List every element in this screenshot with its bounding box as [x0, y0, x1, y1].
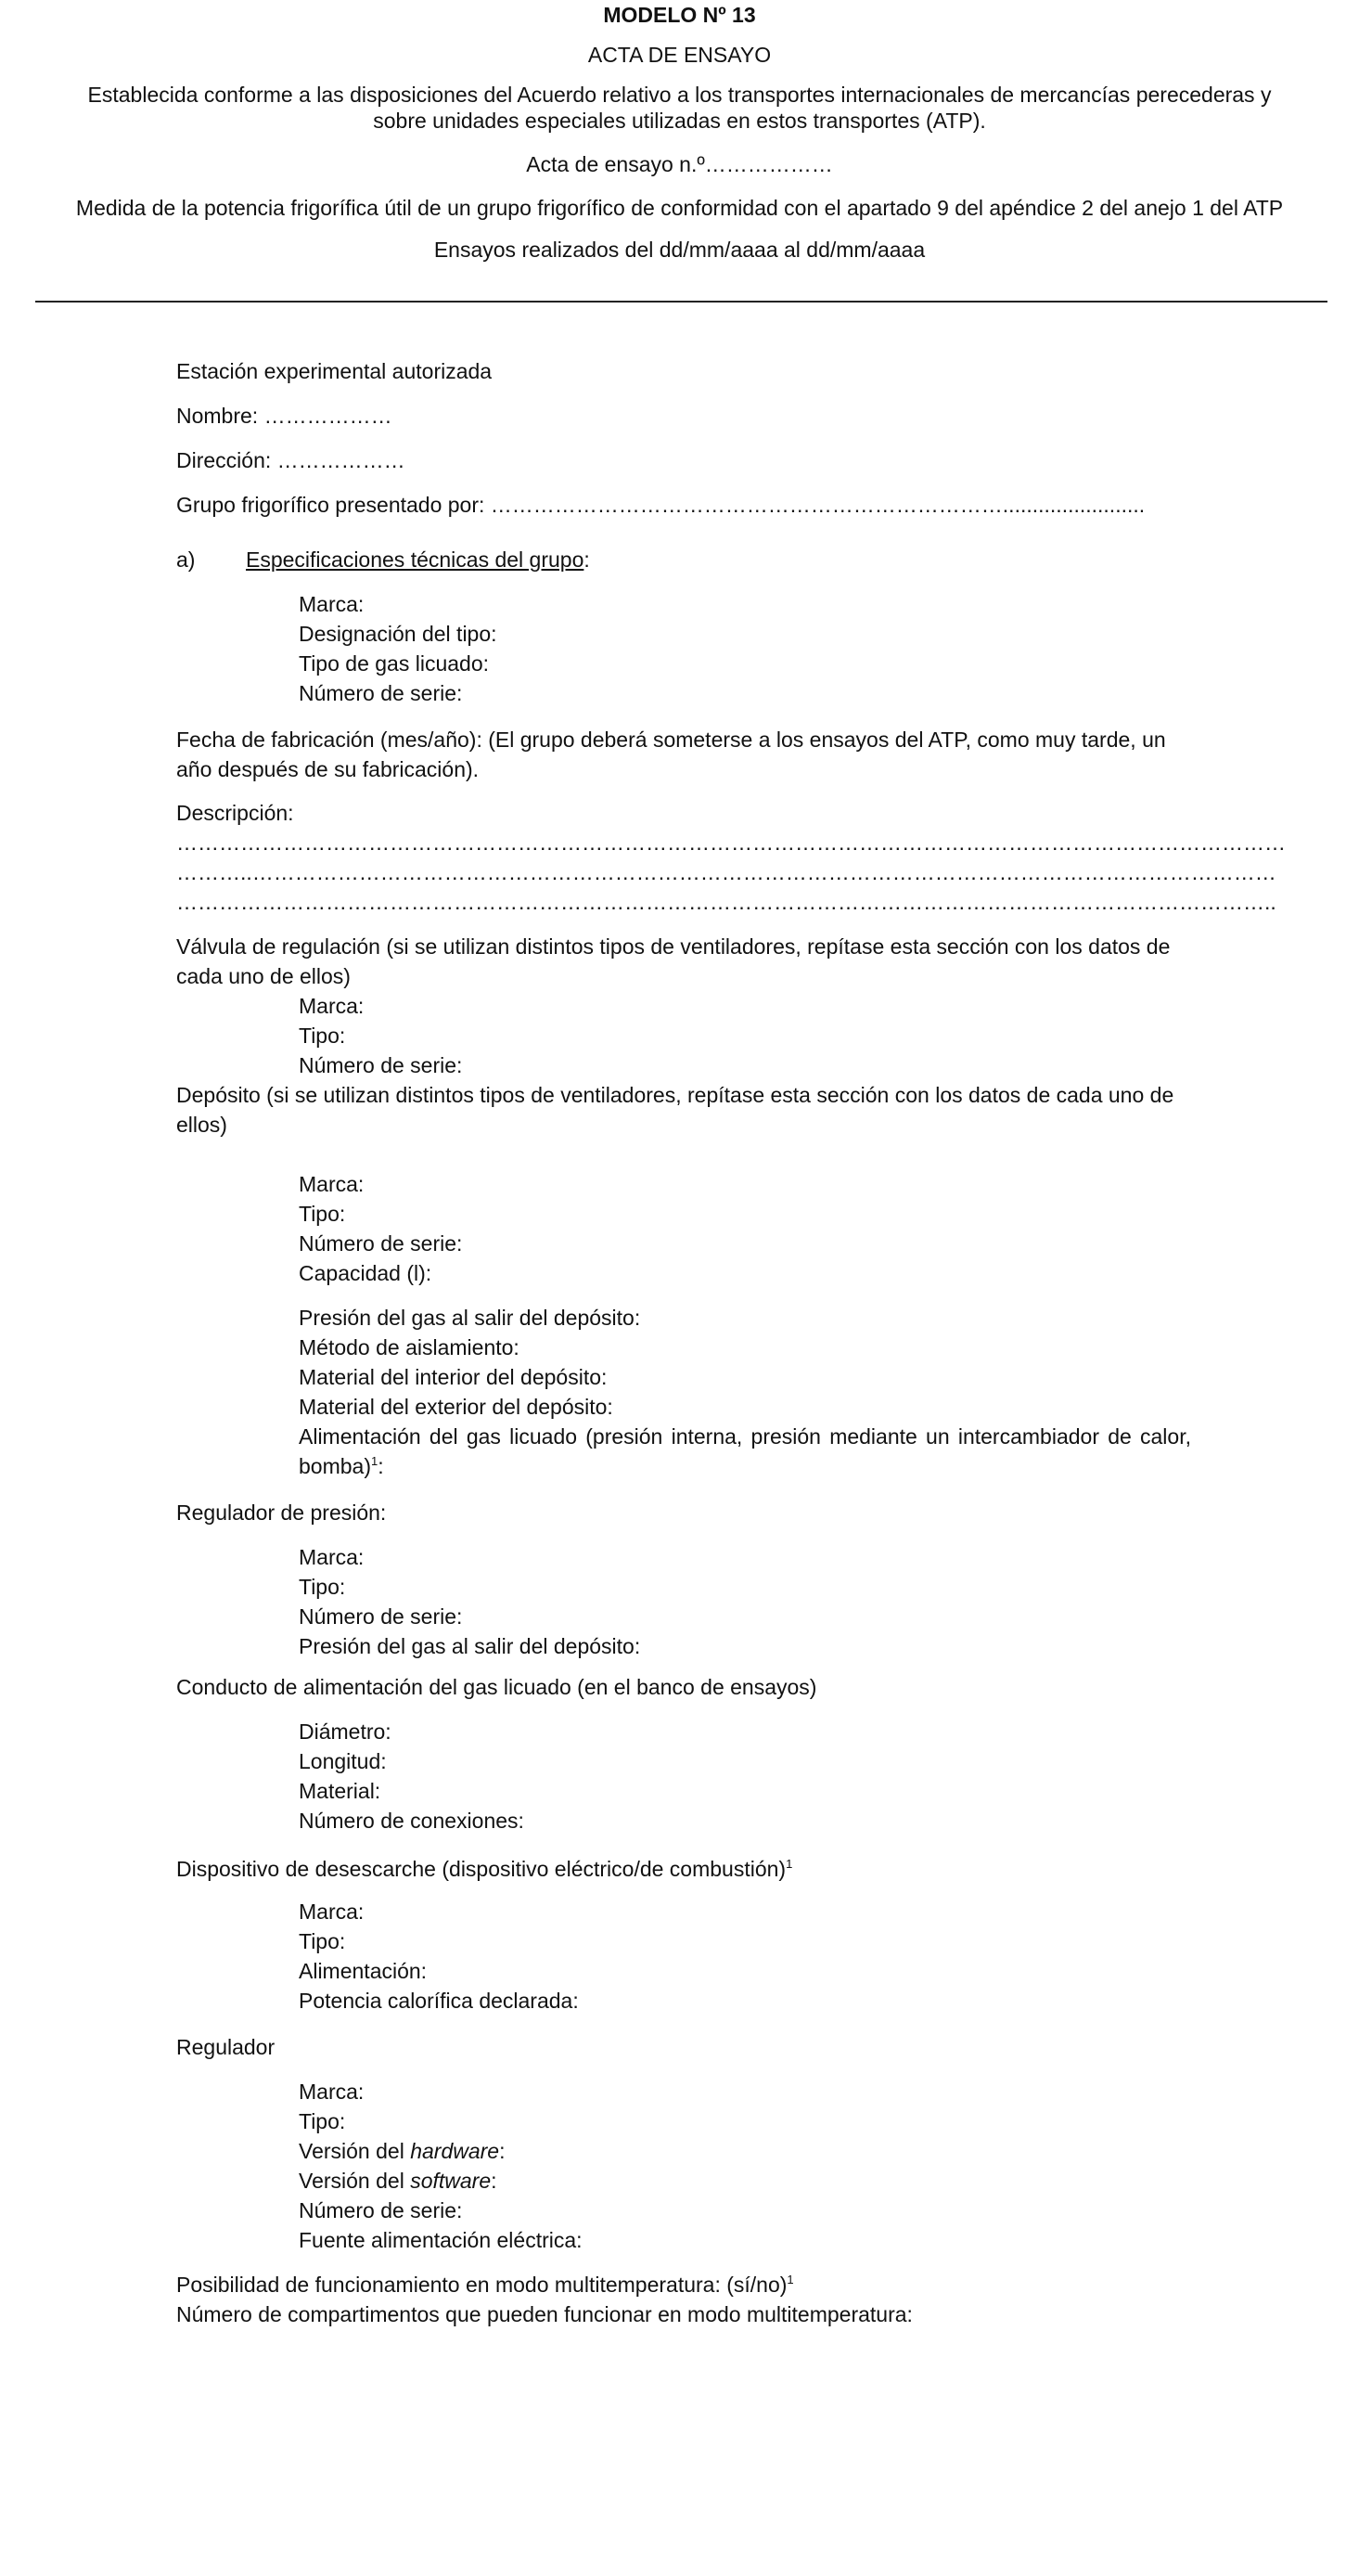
- tank-gas-feed-colon: :: [378, 1454, 384, 1478]
- multitemp-possibility-text: Posibilidad de funcionamiento en modo multitemperatura: (sí/no): [176, 2273, 788, 2297]
- tank-capacity: Capacidad (l):: [299, 1261, 432, 1285]
- header-divider: [35, 301, 1327, 303]
- tank-outlet-pressure: Presión del gas al salir del depósito:: [299, 1306, 641, 1330]
- feed-duct-length: Longitud:: [299, 1749, 387, 1773]
- pressure-regulator-outlet-pressure: Presión del gas al salir del depósito:: [299, 1634, 641, 1658]
- regulator-hardware-word: hardware: [410, 2139, 500, 2163]
- tank-title: Depósito (si se utilizan distintos tipos de ventiladores, repítase esta sección con los datos de cada uno de ellos): [176, 1083, 1174, 1137]
- spec-type-designation: Designación del tipo:: [299, 622, 497, 646]
- defrost-brand: Marca:: [299, 1900, 365, 1924]
- valve-type: Tipo:: [299, 1024, 346, 1048]
- description-line-2: ………..………………………………………………………………………………………………………………………………: [176, 860, 1276, 884]
- regulator-hardware-colon: :: [499, 2139, 506, 2163]
- measure-statement: Medida de la potencia frigorífica útil de un grupo frigorífico de conformidad con el apartado 9 del apéndice 2 del anejo 1 del ATP: [75, 196, 1284, 220]
- regulator-software-prefix: Versión del: [299, 2169, 411, 2193]
- valve-serial: Número de serie:: [299, 1053, 463, 1077]
- regulator-hardware-version: [299, 2138, 505, 2164]
- tank-gas-feed-footnote: 1: [370, 1454, 378, 1468]
- regulator-serial: Número de serie:: [299, 2198, 463, 2222]
- tank-inner-material: Material del interior del depósito:: [299, 1365, 608, 1389]
- document-title: ACTA DE ENSAYO: [587, 43, 772, 67]
- tank-gas-feed: [299, 1422, 1191, 1481]
- tank-serial: Número de serie:: [299, 1231, 463, 1256]
- section-a-letter: a): [176, 547, 196, 572]
- regulator-software-word: software: [410, 2169, 492, 2193]
- pressure-regulator-brand: Marca:: [299, 1545, 365, 1569]
- spec-gas-type: Tipo de gas licuado:: [299, 651, 490, 676]
- feed-duct-connections: Número de conexiones:: [299, 1809, 524, 1833]
- test-dates: Ensayos realizados del dd/mm/aaaa al dd/mm/aaaa: [433, 238, 926, 262]
- tank-gas-feed-text: Alimentación del gas licuado (presión interna, presión mediante un intercambiador de calor, bomba): [299, 1424, 1191, 1478]
- feed-duct-material: Material:: [299, 1779, 381, 1803]
- multitemp-compartments: Número de compartimentos que pueden funcionar en modo multitemperatura:: [176, 2302, 913, 2326]
- section-a-title-text: Especificaciones técnicas del grupo: [246, 547, 584, 572]
- pressure-regulator-type: Tipo:: [299, 1575, 346, 1599]
- valve-brand: Marca:: [299, 994, 365, 1018]
- feed-duct-diameter: Diámetro:: [299, 1719, 391, 1744]
- presented-by: Grupo frigorífico presentado por: ………………………………………………………………........................: [176, 493, 1146, 517]
- spec-brand: Marca:: [299, 592, 365, 616]
- regulator-title: Regulador: [176, 2035, 276, 2059]
- defrost-title: [176, 1856, 792, 1882]
- report-number: Acta de ensayo n.º………………: [526, 152, 833, 176]
- feed-duct-title: Conducto de alimentación del gas licuado (en el banco de ensayos): [176, 1675, 817, 1699]
- description-line-1: …………………………………………………………………………………………………………………………………………: [176, 831, 1286, 855]
- pressure-regulator-serial: Número de serie:: [299, 1604, 463, 1629]
- multitemp-possibility: [176, 2272, 794, 2298]
- regulator-software-version: [299, 2168, 497, 2194]
- station-name: Nombre: ………………: [176, 404, 392, 428]
- station-label: Estación experimental autorizada: [176, 359, 493, 383]
- multitemp-footnote: 1: [787, 2273, 794, 2286]
- intro-line-2: sobre unidades especiales utilizadas en estos transportes (ATP).: [373, 109, 986, 133]
- defrost-title-text: Dispositivo de desescarche (dispositivo eléctrico/de combustión): [176, 1857, 787, 1881]
- pressure-regulator-title: Regulador de presión:: [176, 1501, 387, 1525]
- intro-line-1: Establecida conforme a las disposiciones del Acuerdo relativo a los transportes internacionales de mercancías perecederas y: [87, 83, 1272, 107]
- station-address: Dirección: ………………: [176, 448, 405, 472]
- defrost-footnote: 1: [786, 1857, 793, 1871]
- model-number: MODELO Nº 13: [603, 3, 756, 27]
- tank-type: Tipo:: [299, 1202, 346, 1226]
- defrost-heat-output: Potencia calorífica declarada:: [299, 1989, 579, 2013]
- valve-title: Válvula de regulación (si se utilizan distintos tipos de ventiladores, repítase esta sección con los datos de cada uno de ellos): [176, 934, 1171, 988]
- regulator-hardware-prefix: Versión del: [299, 2139, 411, 2163]
- regulator-software-colon: :: [491, 2169, 497, 2193]
- spec-serial: Número de serie:: [299, 681, 463, 705]
- manufacture-date: Fecha de fabricación (mes/año): (El grupo deberá someterse a los ensayos del ATP, como muy tarde, un año después de su fabricación).: [176, 728, 1166, 781]
- section-a-colon: :: [583, 547, 590, 572]
- regulator-type: Tipo:: [299, 2109, 346, 2133]
- section-a-title: [246, 547, 590, 573]
- description-label: Descripción:: [176, 801, 294, 825]
- defrost-type: Tipo:: [299, 1929, 346, 1953]
- regulator-brand: Marca:: [299, 2080, 365, 2104]
- tank-insulation: Método de aislamiento:: [299, 1335, 519, 1359]
- tank-brand: Marca:: [299, 1172, 365, 1196]
- regulator-power-source: Fuente alimentación eléctrica:: [299, 2228, 583, 2252]
- defrost-power-supply: Alimentación:: [299, 1959, 428, 1983]
- description-line-3: ………………………………………………………………………………………………………………………………………..: [176, 890, 1276, 914]
- tank-outer-material: Material del exterior del depósito:: [299, 1395, 613, 1419]
